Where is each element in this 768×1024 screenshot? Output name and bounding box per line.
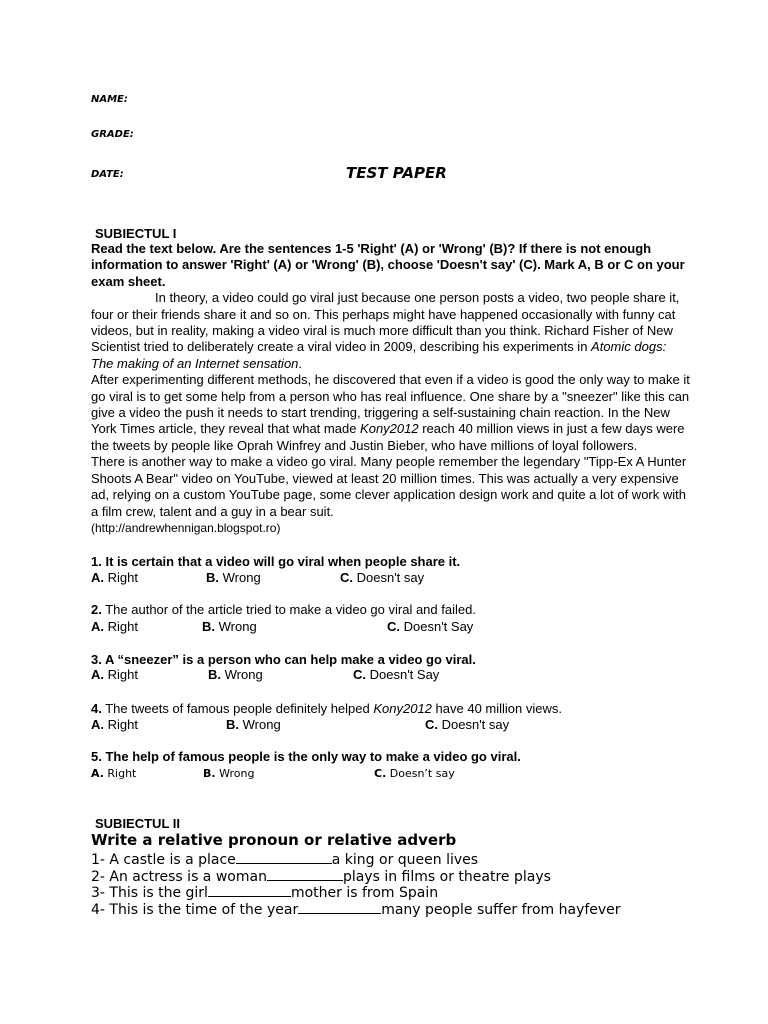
section2-instructions: Write a relative pronoun or relative adverb (91, 831, 457, 849)
exercise-item-1: 1- A castle is a place a king or queen lives (91, 849, 478, 868)
answer-blank-3[interactable] (208, 882, 291, 897)
question-1: 1. It is certain that a video will go viral when people share it. (91, 554, 461, 569)
section2-heading: SUBIECTUL II (95, 816, 180, 831)
q2-option-a: A. Right (91, 619, 138, 634)
question-2: 2. The author of the article tried to make a video go viral and failed. (91, 602, 476, 617)
q5-option-a: A. Right (91, 767, 137, 780)
section1-heading: SUBIECTUL I (95, 226, 177, 241)
paragraph-2: After experimenting different methods, he discovered that even if a video is good the only way to make it go viral is to get some help from a person who has real influence. One share by a "sneezer" like this can give a video the push it needs to start trending, triggering a self-sustaining chain reaction. In the New York Times article, they reveal that what made Kony2012 reach 40 million views in just a few days were the tweets by people like Oprah Winfrey and Justin Bieber, who have millions of loyal followers. (91, 372, 690, 453)
q3-option-b: B. Wrong (208, 667, 263, 682)
q4-option-a: A. Right (91, 717, 138, 732)
q2-option-c: C. Doesn't Say (387, 619, 474, 634)
question-5: 5. The help of famous people is the only way to make a video go viral. (91, 749, 521, 764)
answer-blank-4[interactable] (298, 899, 381, 914)
q4-option-c: C. Doesn't say (425, 717, 510, 732)
reading-text (91, 241, 691, 536)
q4-option-b: B. Wrong (226, 717, 281, 732)
source-link: (http://andrewhennigan.blogspot.ro) (91, 520, 281, 535)
q5-option-b: B. Wrong (203, 767, 255, 780)
question-4: 4. The tweets of famous people definitely helped Kony2012 have 40 million views. (91, 701, 562, 716)
exercise-item-4: 4- This is the time of the year many people suffer from hayfever (91, 899, 621, 918)
q1-option-a: A. Right (91, 570, 138, 585)
answer-blank-1[interactable] (236, 849, 332, 864)
page-title: TEST PAPER (346, 164, 447, 182)
q2-option-b: B. Wrong (202, 619, 257, 634)
answer-blank-2[interactable] (267, 866, 343, 881)
grade-label: GRADE: (91, 129, 134, 140)
section1-instructions: Read the text below. Are the sentences 1-5 'Right' (A) or 'Wrong' (B)? If there is not enough information to answer 'Right' (A) or 'Wrong' (B), choose 'Doesn't say' (C). Mark A, B or C on your exam sheet. (91, 241, 685, 289)
exercise-item-2: 2- An actress is a woman plays in films or theatre plays (91, 866, 551, 885)
name-label: NAME: (91, 94, 128, 105)
q1-option-b: B. Wrong (206, 570, 261, 585)
q3-option-a: A. Right (91, 667, 138, 682)
date-label: DATE: (91, 169, 124, 180)
exercise-item-3: 3- This is the girl mother is from Spain (91, 882, 438, 901)
paragraph-3: There is another way to make a video go viral. Many people remember the legendary "Tipp-Ex A Hunter Shoots A Bear" video on YouTube, viewed at least 20 million times. This was actually a very expensive ad, relying on a custom YouTube page, some clever application design work and quite a lot of work with a film crew, talent and a guy in a bear suit. (91, 454, 687, 519)
question-3: 3. A “sneezer” is a person who can help make a video go viral. (91, 652, 476, 667)
q5-option-c: C. Doesn’t say (374, 767, 455, 780)
paragraph-1: In theory, a video could go viral just because one person posts a video, two people share it, four or their friends share it and so on. This perhaps might have happened occasionally with funny cat videos, but in reality, making a video viral is much more difficult than you think. Richard Fisher of New Scientist tried to deliberately create a viral video in 2009, describing his experiments in Atomic dogs: The making of an Internet sensation. (91, 290, 680, 371)
q1-option-c: C. Doesn't say (340, 570, 425, 585)
q3-option-c: C. Doesn't Say (353, 667, 440, 682)
